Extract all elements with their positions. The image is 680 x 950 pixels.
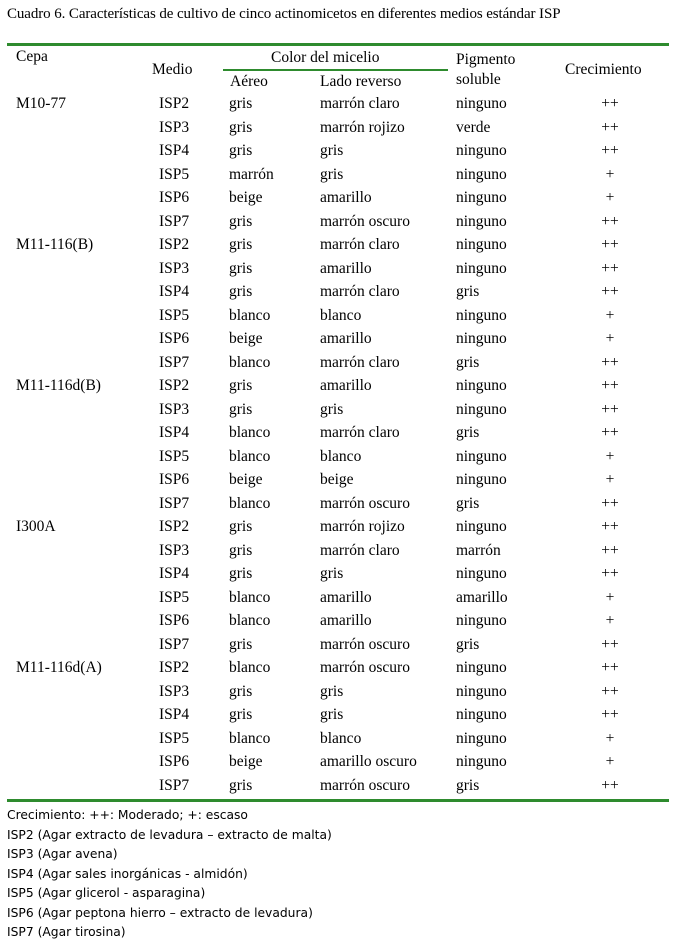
cell-aereo: gris [229,212,253,230]
cell-medio: ISP4 [159,424,190,441]
cell-pigmento: ninguno [456,612,507,629]
cell-pigmento: ninguno [456,236,507,253]
cell-pigmento: gris [456,776,480,794]
cell-aereo: gris [229,565,253,582]
cell-crecimiento: + [605,471,615,488]
cell-cepa: M10-77 [16,95,66,112]
table-row [0,260,680,284]
cell-pigmento: marrón [456,541,501,559]
cell-lado-reverso: marrón rojizo [320,518,405,535]
cell-aereo: beige [229,330,263,347]
top-rule [7,43,669,46]
table-row [0,166,680,190]
table-row [0,283,680,307]
cell-medio: ISP5 [159,729,190,747]
cell-aereo: blanco [229,729,271,747]
cell-lado-reverso: marrón oscuro [320,212,410,230]
cell-medio: ISP4 [159,142,190,159]
note-line: Crecimiento: ++: Moderado; +: escaso [7,808,248,822]
table-row [0,565,680,589]
table-row [0,142,680,166]
bottom-rule [7,799,669,802]
cell-lado-reverso: gris [320,142,344,159]
cell-medio: ISP2 [159,518,190,535]
cell-aereo: blanco [229,447,271,465]
note-line: ISP5 (Agar glicerol - asparagina) [7,886,206,900]
cell-aereo: blanco [229,424,271,441]
cell-pigmento: ninguno [456,471,507,488]
cell-pigmento: amarillo [456,588,508,606]
note-line: ISP2 (Agar extracto de levadura – extracto de malta) [7,827,332,842]
cell-lado-reverso: amarillo oscuro [320,753,417,770]
cell-crecimiento: ++ [601,118,619,136]
cell-medio: ISP4 [159,706,190,723]
cell-medio: ISP6 [159,471,190,488]
cell-lado-reverso: amarillo [320,189,372,206]
table-row [0,119,680,143]
cell-lado-reverso: blanco [320,306,362,324]
cell-medio: ISP3 [159,259,190,277]
cell-pigmento: ninguno [456,259,507,277]
cell-crecimiento: ++ [601,95,619,112]
cell-pigmento: verde [456,118,491,136]
table-row [0,401,680,425]
cell-crecimiento: ++ [601,494,619,512]
cell-aereo: gris [229,118,253,136]
cell-aereo: gris [229,377,253,394]
header-lado-reverso: Lado reverso [320,73,402,90]
header-aereo: Aéreo [230,73,268,90]
table-row [0,730,680,754]
cell-aereo: blanco [229,588,271,606]
cell-crecimiento: + [605,330,615,347]
cell-crecimiento: + [605,729,615,747]
cell-lado-reverso: marrón claro [320,541,400,559]
cell-crecimiento: ++ [601,776,619,794]
header-cepa: Cepa [16,48,48,65]
table-row [0,777,680,801]
cell-aereo: gris [229,236,253,253]
cell-lado-reverso: gris [320,400,344,418]
cell-crecimiento: ++ [601,283,619,300]
table-row [0,424,680,448]
cell-lado-reverso: marrón claro [320,353,400,371]
table-row [0,448,680,472]
cell-lado-reverso: marrón oscuro [320,776,410,794]
cell-medio: ISP6 [159,189,190,206]
cell-medio: ISP6 [159,753,190,770]
cell-crecimiento: ++ [601,659,619,676]
cell-pigmento: ninguno [456,377,507,394]
note-line: ISP6 (Agar peptona hierro – extracto de levadura) [7,905,313,920]
cell-pigmento: ninguno [456,95,507,112]
cell-aereo: gris [229,776,253,794]
cell-medio: ISP2 [159,236,190,253]
cell-medio: ISP3 [159,682,190,700]
table-body [0,95,680,800]
table-row [0,683,680,707]
cell-lado-reverso: marrón oscuro [320,635,410,653]
note-line: ISP4 (Agar sales inorgánicas - almidón) [7,866,248,881]
cell-lado-reverso: marrón claro [320,283,400,300]
cell-pigmento: ninguno [456,729,507,747]
cell-lado-reverso: gris [320,565,344,582]
cell-lado-reverso: marrón rojizo [320,118,405,136]
cell-pigmento: ninguno [456,447,507,465]
cell-medio: ISP3 [159,400,190,418]
cell-aereo: marrón [229,165,274,183]
cell-aereo: gris [229,635,253,653]
table-row [0,659,680,683]
note-line: ISP3 (Agar avena) [7,847,118,861]
cell-lado-reverso: amarillo [320,330,372,347]
cell-aereo: gris [229,259,253,277]
cell-crecimiento: + [605,189,615,206]
cell-lado-reverso: blanco [320,729,362,747]
table-row [0,471,680,495]
table-row [0,354,680,378]
cell-pigmento: gris [456,494,480,512]
cell-aereo: beige [229,189,263,206]
table-row [0,189,680,213]
cell-pigmento: ninguno [456,706,507,723]
cell-lado-reverso: blanco [320,447,362,465]
table-row [0,213,680,237]
cell-aereo: gris [229,706,253,723]
table-row [0,377,680,401]
cell-pigmento: gris [456,353,480,371]
cell-lado-reverso: amarillo [320,612,372,629]
cell-lado-reverso: amarillo [320,259,372,277]
cell-medio: ISP2 [159,659,190,676]
cell-medio: ISP2 [159,377,190,394]
cell-aereo: blanco [229,353,271,371]
cell-aereo: gris [229,142,253,159]
table-caption: Cuadro 6. Características de cultivo de cinco actinomicetos en diferentes medios estándar ISP [7,6,561,22]
cell-aereo: gris [229,682,253,700]
cell-medio: ISP2 [159,95,190,112]
cell-crecimiento: ++ [601,377,619,394]
cell-crecimiento: + [605,306,615,324]
cell-crecimiento: ++ [601,212,619,230]
table-row [0,518,680,542]
cell-lado-reverso: gris [320,682,344,700]
cell-medio: ISP5 [159,447,190,465]
table-row [0,612,680,636]
table-notes [7,806,332,943]
cell-lado-reverso: amarillo [320,377,372,394]
cell-aereo: gris [229,400,253,418]
table-row [0,706,680,730]
mycelium-header-underline [223,69,448,71]
cell-aereo: blanco [229,306,271,324]
cell-lado-reverso: marrón claro [320,95,400,112]
cell-medio: ISP3 [159,118,190,136]
table-row [0,589,680,613]
cell-aereo: blanco [229,659,271,676]
cell-crecimiento: ++ [601,259,619,277]
cell-medio: ISP7 [159,494,190,512]
cell-pigmento: ninguno [456,142,507,159]
cell-crecimiento: ++ [601,424,619,441]
cell-pigmento: gris [456,635,480,653]
cell-crecimiento: ++ [601,706,619,723]
cell-lado-reverso: gris [320,165,344,183]
cell-crecimiento: ++ [601,236,619,253]
cell-cepa: M11-116(B) [16,236,94,253]
cell-cepa: I300A [16,518,56,535]
cell-pigmento: ninguno [456,565,507,582]
cell-medio: ISP7 [159,635,190,653]
cell-cepa: M11-116d(B) [16,377,101,394]
table-row [0,330,680,354]
cell-crecimiento: ++ [601,541,619,559]
cell-medio: ISP5 [159,165,190,183]
cell-aereo: gris [229,95,253,112]
cell-medio: ISP6 [159,330,190,347]
cell-lado-reverso: marrón claro [320,236,400,253]
cell-aereo: gris [229,541,253,559]
cell-medio: ISP7 [159,776,190,794]
cell-pigmento: ninguno [456,659,507,676]
cell-aereo: beige [229,471,263,488]
cell-medio: ISP4 [159,565,190,582]
cell-medio: ISP3 [159,541,190,559]
cell-pigmento: ninguno [456,682,507,700]
cell-crecimiento: ++ [601,353,619,371]
table-row [0,307,680,331]
cell-medio: ISP6 [159,612,190,629]
cell-lado-reverso: marrón oscuro [320,659,410,676]
cell-crecimiento: ++ [601,565,619,582]
cell-aereo: beige [229,753,263,770]
cell-lado-reverso: marrón oscuro [320,494,410,512]
cell-crecimiento: + [605,165,615,183]
header-pigmento-line1: Pigmento [456,51,516,68]
cell-crecimiento: ++ [601,682,619,700]
cell-lado-reverso: beige [320,471,354,488]
table-row [0,236,680,260]
cell-crecimiento: ++ [601,142,619,159]
cell-aereo: gris [229,283,253,300]
cell-pigmento: ninguno [456,400,507,418]
cell-pigmento: ninguno [456,518,507,535]
cell-pigmento: ninguno [456,165,507,183]
cell-crecimiento: + [605,612,615,629]
cell-lado-reverso: amarillo [320,588,372,606]
cell-pigmento: ninguno [456,212,507,230]
table-row [0,95,680,119]
cell-lado-reverso: marrón claro [320,424,400,441]
note-line: ISP7 (Agar tirosina) [7,925,126,939]
cell-pigmento: ninguno [456,330,507,347]
cell-pigmento: gris [456,283,480,300]
cell-crecimiento: ++ [601,635,619,653]
table-row [0,636,680,660]
cell-crecimiento: + [605,588,615,606]
header-crecimiento: Crecimiento [565,61,642,78]
cell-crecimiento: ++ [601,400,619,418]
cell-crecimiento: + [605,447,615,465]
table-row [0,495,680,519]
cell-medio: ISP7 [159,212,190,230]
cell-medio: ISP5 [159,588,190,606]
cell-pigmento: gris [456,424,480,441]
cell-lado-reverso: gris [320,706,344,723]
cell-medio: ISP4 [159,283,190,300]
header-pigmento-line2: soluble [456,71,501,88]
table-row [0,753,680,777]
header-medio: Medio [152,61,193,78]
header-color-del-micelio: Color del micelio [271,49,380,66]
cell-aereo: blanco [229,612,271,629]
cell-pigmento: ninguno [456,189,507,206]
cell-aereo: blanco [229,494,271,512]
cell-pigmento: ninguno [456,753,507,770]
cell-cepa: M11-116d(A) [16,659,102,676]
cell-crecimiento: + [605,753,615,770]
cell-medio: ISP5 [159,306,190,324]
table-row [0,542,680,566]
cell-aereo: gris [229,518,253,535]
cell-crecimiento: ++ [601,518,619,535]
cell-medio: ISP7 [159,353,190,371]
cell-pigmento: ninguno [456,306,507,324]
